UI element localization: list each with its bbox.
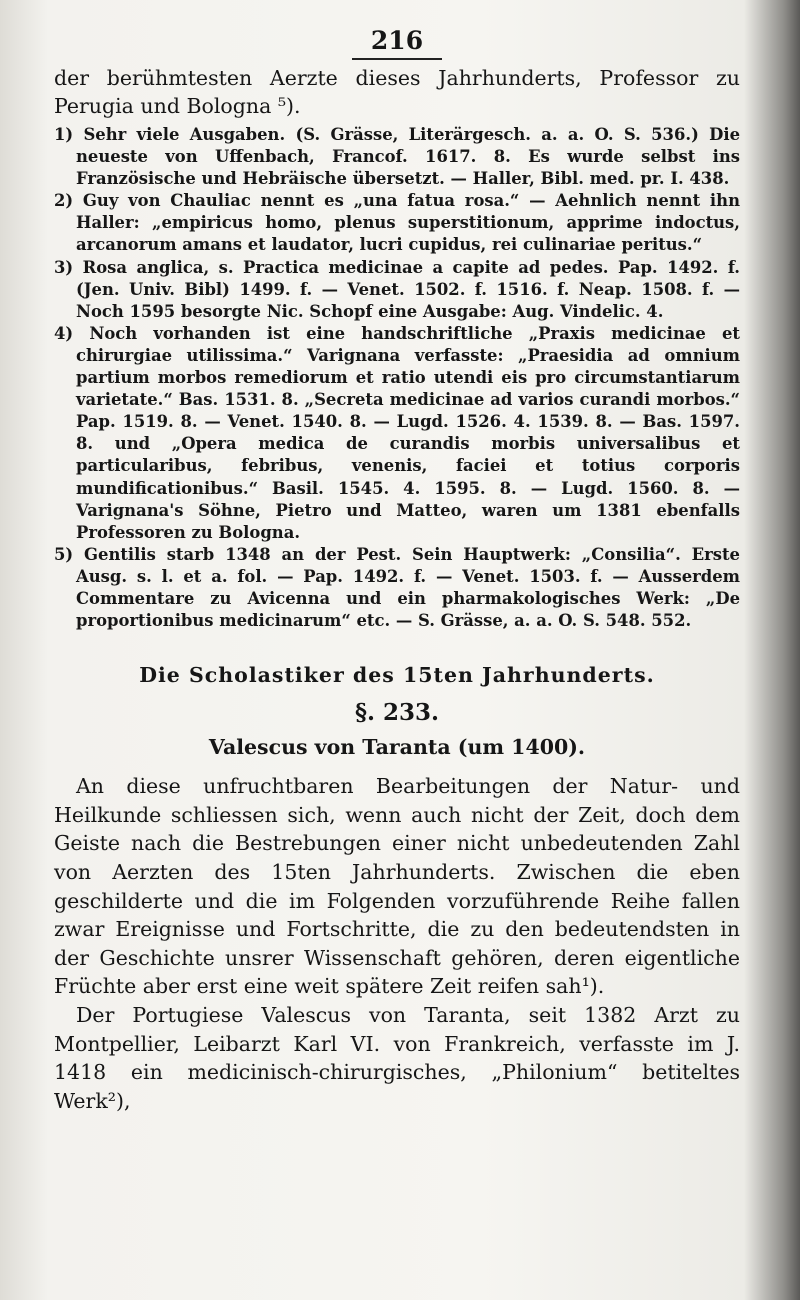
footnote-3: 3) Rosa anglica, s. Practica medicinae a capite ad pedes. Pap. 1492. f. (Jen. Univ. Bibl) 1499. f. — Venet. 1502. f. 1516. f. Neap. 1508. f. — Noch 1595 besorgte Nic. Schopf eine Ausgabe: Aug. Vindelic. 4. [54,257,740,321]
section-number: §. 233. [354,699,440,727]
footnote-1: 1) Sehr viele Ausgaben. (S. Grässe, Literärgesch. a. a. O. S. 536.) Die neueste von Uffenbach, Francof. 1617. 8. Es wurde selbst ins Französische und Hebräische übersetzt. — Haller, Bibl. med. pr. I. 438. [54,125,740,189]
footnote-5: 5) Gentilis starb 1348 an der Pest. Sein Hauptwerk: „Consilia“. Erste Ausg. s. l. et a. fol. — Pap. 1492. f. — Venet. 1503. f. — Ausserdem Commentare zu Avicenna und ein pharmakologisches Werk: „De proportionibus medicinarum“ etc. — S. Grässe, a. a. O. S. 548. 552. [54,544,740,631]
page-number-rule [352,58,442,60]
page-content [54,26,740,1115]
footnote-4: 4) Noch vorhanden ist eine handschriftliche „Praxis medicinae et chirurgiae utilissima.“ Varignana verfasste: „Praesidia ad omnium partium morbos remediorum et ratio utendi eis pro circumstantiarum varietate.“ Bas. 1531. 8. „Secreta medicinae ad varios curandi morbos.“ Pap. 1519. 8. — Venet. 1540. 8. — Lugd. 1526. 4. 1539. 8. — Bas. 1597. 8. und „Opera medica de curandis morbis universalibus et particularibus, febribus, venenis, faciei et totius corporis mundificationibus.“ Basil. 1545. 4. 1595. 8. — Lugd. 1560. 8. — Varignana's Söhne, Pietro und Matteo, waren um 1381 ebenfalls Professoren zu Bologna. [54,323,740,542]
body-paragraph-1: An diese unfruchtbaren Bearbeitungen der Natur- und Heilkunde schliessen sich, wenn auch nicht der Zeit, doch dem Geiste nach die Bestrebungen einer nicht unbedeutenden Zahl von Aerzten des 15ten Jahrhunderts. Zwischen die eben geschilderte und die im Folgenden vorzuführende Reihe fallen zwar Ereignisse und Fortschritte, die zu den bedeutendsten in der Geschichte unsrer Wissenschaft gehören, deren eigentliche Früchte aber erst eine weit spätere Zeit reifen sah¹). [54,774,740,999]
footnotes [54,124,740,632]
body-paragraph-2: Der Portugiese Valescus von Taranta, seit 1382 Arzt zu Montpellier, Leibarzt Karl VI. von Frankreich, verfasste im J. 1418 ein medicinisch-chirurgisches, „Philonium“ betiteltes Werk²), [54,1002,740,1113]
page-number: 216 [370,26,424,55]
section-title: Valescus von Taranta (um 1400). [208,735,586,760]
continued-paragraph: der berühmtesten Aerzte dieses Jahrhunderts, Professor zu Perugia und Bologna ⁵). [54,66,740,118]
footnote-2: 2) Guy von Chauliac nennt es „una fatua rosa.“ — Aehnlich nennt ihn Haller: „empiricus homo, plenus superstitionum, apprime indoctus, arcanorum amans et laudator, lucri cupidus, rei culinariae peritus.“ [54,191,740,255]
chapter-heading: Die Scholastiker des 15ten Jahrhunderts. [139,663,655,688]
